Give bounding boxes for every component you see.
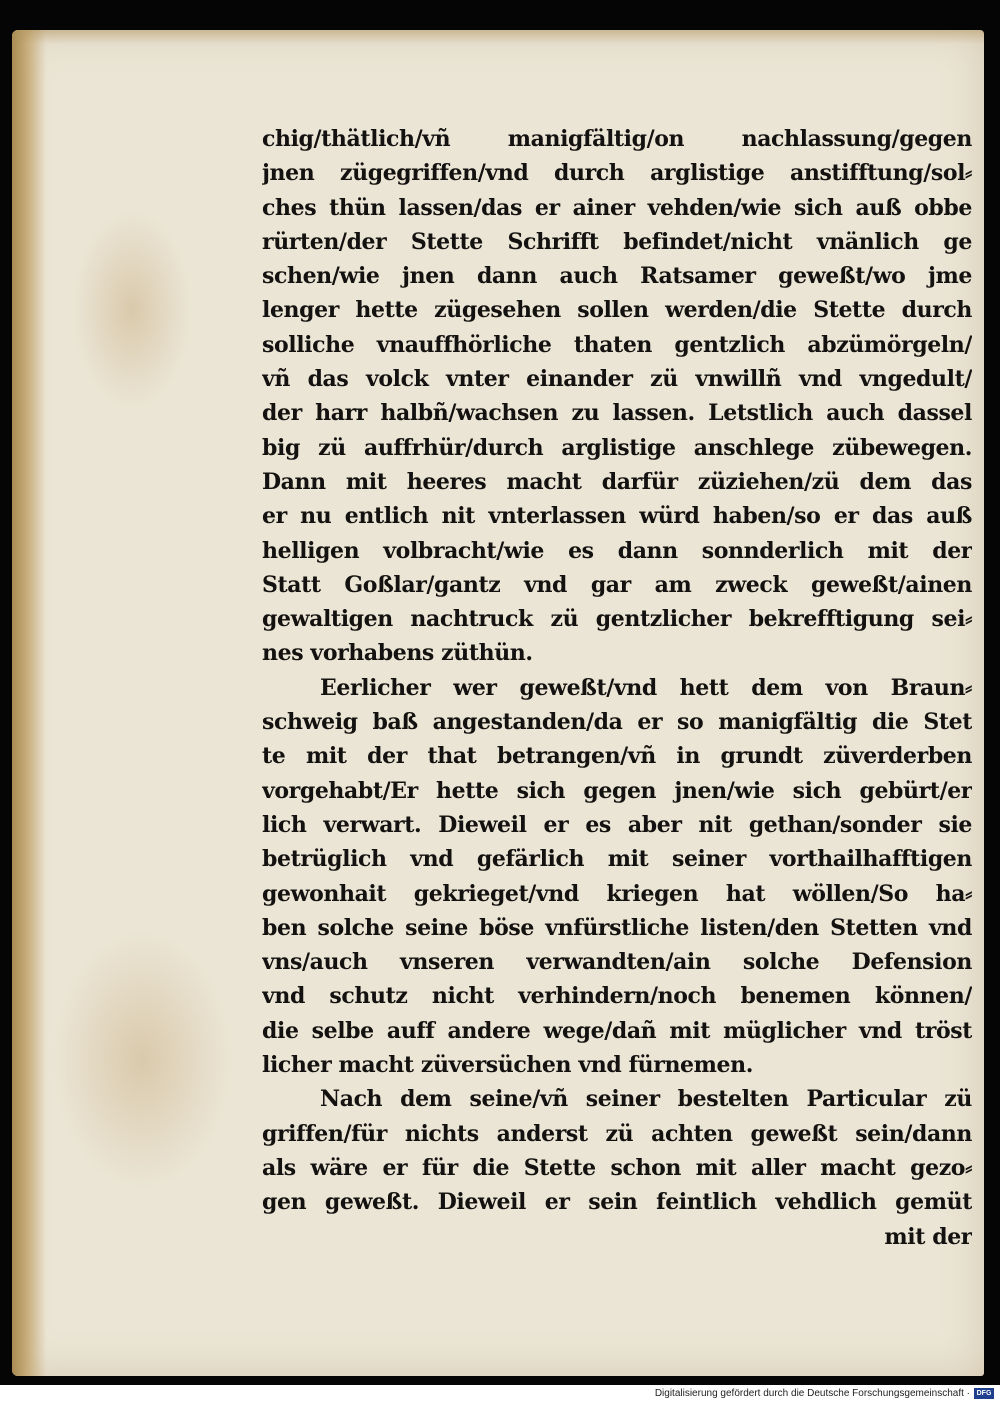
text-line: ben solche seine böse vnfürstliche listen/den Stetten vnd — [262, 914, 972, 941]
text-line: Dann mit heeres macht darfür züziehen/zü dem das — [262, 468, 972, 495]
text-line: helligen volbracht/wie es dann sonnderlich mit der — [262, 537, 972, 564]
text-line: lenger hette zügesehen sollen werden/die Stette durch — [262, 297, 972, 324]
text-line: schweig baß angestanden/da er so manigfältig die Stet — [262, 709, 972, 736]
text-line: vñ das volck vnter einander zü vnwillñ vnd vngedult/ — [262, 366, 972, 393]
text-line: gewaltigen nachtruck zü gentzlicher bekrefftigung sei⸗ — [262, 606, 972, 633]
text-line: er nu entlich nit vnterlassen würd haben/so er das auß — [262, 503, 972, 530]
document-page — [12, 30, 984, 1376]
text-line: vns/auch vnseren verwandten/ain solche Defension — [262, 949, 972, 976]
text-line: Statt Goßlar/gantz vnd gar am zweck geweßt/ainen — [262, 571, 972, 598]
text-line: gewonhait gekrieget/vnd kriegen hat wöllen/So ha⸗ — [262, 880, 972, 907]
page-edge-left — [12, 30, 46, 1376]
paragraph-start-line: Eerlicher wer geweßt/vnd hett dem von Braun⸗ — [320, 674, 972, 701]
text-line: te mit der that betrangen/vñ in grundt züverderben — [262, 743, 972, 770]
text-line: gen geweßt. Dieweil er sein feintlich vehdlich gemüt — [262, 1189, 972, 1216]
text-line: betrüglich vnd gefärlich mit seiner vorthailhafftigen — [262, 846, 972, 873]
catchword: mit der — [884, 1223, 972, 1250]
text-line: solliche vnauffhörliche thaten gentzlich abzümörgeln/ — [262, 331, 972, 358]
text-line: als wäre er für die Stette schon mit aller macht gezo⸗ — [262, 1154, 972, 1181]
footer-bar — [0, 1385, 1000, 1403]
text-line: big zü auffrhür/durch arglistige anschlege zübewegen. — [262, 434, 972, 461]
dfg-logo-icon: DFG — [974, 1388, 994, 1399]
text-line: die selbe auff andere wege/dañ mit müglicher vnd tröst — [262, 1017, 972, 1044]
text-line: der harr halbñ/wachsen zu lassen. Letstlich auch dassel — [262, 400, 972, 427]
page-edge-top — [12, 30, 984, 44]
text-line: griffen/für nichts anderst zü achten geweßt sein/dann — [262, 1120, 972, 1147]
paper-stain — [52, 930, 232, 1190]
text-line: rürten/der Stette Schrifft befindet/nicht vnänlich ge — [262, 228, 972, 255]
text-line: schen/wie jnen dann auch Ratsamer geweßt/wo jme — [262, 263, 972, 290]
text-block — [262, 122, 972, 1254]
paragraph-start-line: Nach dem seine/vñ seiner bestelten Particular zü — [320, 1086, 972, 1113]
text-line: nes vorhabens züthün. — [262, 640, 533, 667]
text-line: jnen zügegriffen/vnd durch arglistige anstifftung/sol⸗ — [262, 160, 972, 187]
text-line: vnd schutz nicht verhindern/noch benemen können/ — [262, 983, 972, 1010]
paper-stain — [72, 210, 192, 410]
text-line: vorgehabt/Er hette sich gegen jnen/wie sich gebürt/er — [262, 777, 972, 804]
text-line: ches thün lassen/das er ainer vehden/wie sich auß obbe — [262, 194, 972, 221]
funding-credit: Digitalisierung gefördert durch die Deutsche Forschungsgemeinschaft · — [654, 1388, 970, 1399]
text-line: lich verwart. Dieweil er es aber nit gethan/sonder sie — [262, 811, 972, 838]
text-line: licher macht züversüchen vnd fürnemen. — [262, 1052, 753, 1079]
text-line: chig/thätlich/vñ manigfältig/on nachlassung/gegen — [262, 126, 972, 152]
